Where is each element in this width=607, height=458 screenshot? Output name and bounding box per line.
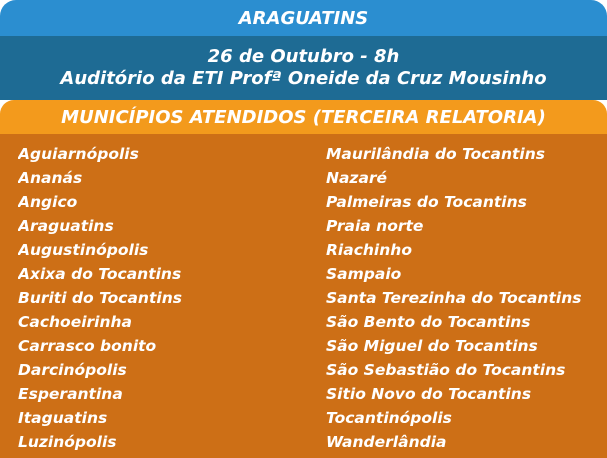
list-item: Angico [18, 193, 78, 211]
list-item: Sampaio [326, 265, 402, 283]
list-item: Itaguatins [18, 409, 108, 427]
municipality-list-left [18, 142, 308, 454]
municipality-list-area [0, 134, 607, 458]
list-item: Esperantina [18, 385, 123, 403]
list-item: Darcinópolis [18, 361, 127, 379]
list-item: Maurilândia do Tocantins [326, 145, 545, 163]
event-venue: Auditório da ETI Profª Oneide da Cruz Mousinho [60, 68, 547, 89]
list-item: Riachinho [326, 241, 412, 259]
list-item: Axixa do Tocantins [18, 265, 182, 283]
list-item: Augustinópolis [18, 241, 149, 259]
list-item: Carrasco bonito [18, 337, 157, 355]
list-item: Araguatins [18, 217, 114, 235]
list-item: Sitio Novo do Tocantins [326, 385, 532, 403]
event-info [0, 36, 607, 100]
title-bar [0, 0, 607, 36]
list-item: São Miguel do Tocantins [326, 337, 538, 355]
municipality-list-right [326, 142, 590, 454]
list-item: Santa Terezinha do Tocantins [326, 289, 582, 307]
section-title: MUNICÍPIOS ATENDIDOS (TERCEIRA RELATORIA) [61, 106, 546, 128]
list-item: São Sebastião do Tocantins [326, 361, 566, 379]
list-item: Praia norte [326, 217, 424, 235]
list-item: Aguiarnópolis [18, 145, 139, 163]
list-item: Tocantinópolis [326, 409, 452, 427]
list-item: Cachoeirinha [18, 313, 133, 331]
section-header [0, 100, 607, 134]
list-item: São Bento do Tocantins [326, 313, 531, 331]
list-item: Ananás [18, 169, 83, 187]
list-item: Nazaré [326, 169, 388, 187]
event-date: 26 de Outubro - 8h [207, 46, 400, 67]
city-title: ARAGUATINS [238, 7, 369, 29]
list-item: Wanderlândia [326, 433, 447, 451]
list-item: Buriti do Tocantins [18, 289, 182, 307]
list-item: Palmeiras do Tocantins [326, 193, 527, 211]
list-item: Luzinópolis [18, 433, 117, 451]
